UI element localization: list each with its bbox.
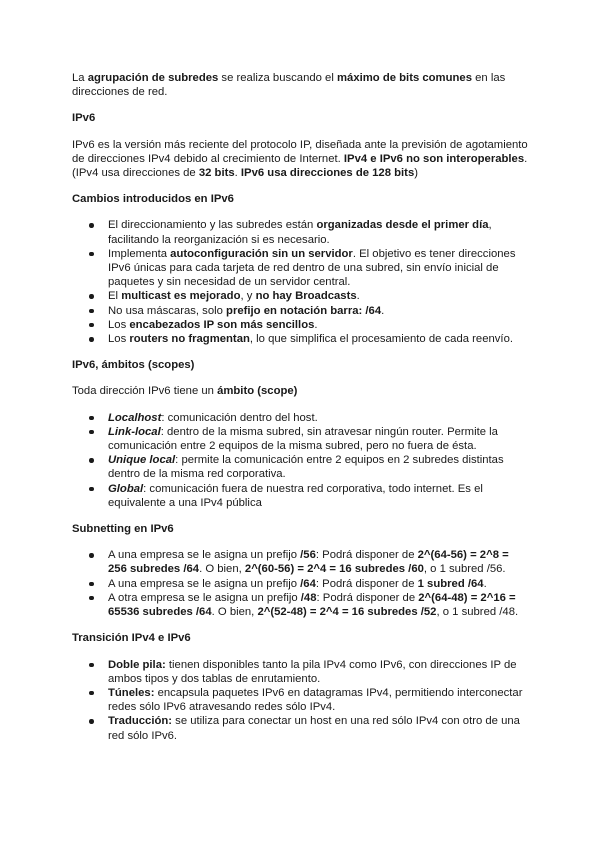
list-item: Doble pila: tienen disponibles tanto la pila IPv4 como IPv6, con direcciones IP de ambos tipos y dos tablas de enrutamiento. <box>72 658 528 686</box>
list-item: No usa máscaras, solo prefijo en notación barra: /64. <box>72 304 528 318</box>
bold-text: IPv6 usa direcciones de 128 bits <box>240 167 415 180</box>
list-item: Túneles: encapsula paquetes IPv6 en datagramas IPv4, permitiendo interconectar redes sólo IPv6 atravesando redes sólo IPv4. <box>72 686 528 714</box>
list-item: Localhost: comunicación dentro del host. <box>72 411 528 425</box>
list-item: Implementa autoconfiguración sin un servidor. El objetivo es tener direcciones IPv6 únicas para cada tarjeta de red dentro de una subred, sin envío inicial de paquetes y sin necesidad de un servidor central. <box>72 247 528 290</box>
list-item: Los encabezados IP son más sencillos. <box>72 318 528 332</box>
list-item: A una empresa se le asigna un prefijo /56: Podrá disponer de 2^(64-56) = 2^8 = 256 subredes /64. O bien, 2^(60-56) = 2^4 = 16 subredes /60, o 1 subred /56. <box>72 548 528 576</box>
text: ) <box>414 167 418 180</box>
list-item: A otra empresa se le asigna un prefijo /48: Podrá disponer de 2^(64-48) = 2^16 = 65536 subredes /64. O bien, 2^(52-48) = 2^4 = 16 subredes /52, o 1 subred /48. <box>72 591 528 619</box>
ipv6-paragraph <box>72 138 528 181</box>
text: . (IPv4 usa direcciones de <box>72 152 528 180</box>
transicion-list <box>72 658 528 743</box>
list-item: A una empresa se le asigna un prefijo /64: Podrá disponer de 1 subred /64. <box>72 577 528 591</box>
text: Toda dirección IPv6 tiene un <box>72 385 218 398</box>
list-item: El multicast es mejorado, y no hay Broadcasts. <box>72 289 528 303</box>
section-heading-subnetting: Subnetting en IPv6 <box>72 523 174 536</box>
bold-text: ámbito (scope) <box>217 385 298 398</box>
ambitos-paragraph <box>72 384 528 398</box>
bold-text: IPv4 e IPv6 no son interoperables <box>343 152 525 165</box>
document-page <box>72 71 528 755</box>
list-item: Unique local: permite la comunicación entre 2 equipos en 2 subredes distintas dentro de la misma red corporativa. <box>72 453 528 481</box>
text: se realiza buscando el <box>218 72 337 84</box>
bold-text: 32 bits <box>198 167 235 180</box>
list-item: Link-local: dentro de la misma subred, sin atravesar ningún router. Permite la comunicación entre 2 equipos de la misma subred, pero no fuera de ésta. <box>72 425 528 453</box>
section-heading-ipv6: IPv6 <box>72 112 96 125</box>
section-heading-transicion: Transición IPv4 e IPv6 <box>72 632 191 645</box>
text: . <box>234 167 241 180</box>
text: IPv6 es la versión más reciente del protocolo IP, diseñada ante la previsión de agotamiento de direcciones IPv4 debido al crecimiento de Internet. <box>72 138 528 165</box>
bold-text: máximo de bits comunes <box>337 72 472 84</box>
list-item: El direccionamiento y las subredes están organizadas desde el primer día, facilitando la reorganización si es necesario. <box>72 218 528 246</box>
section-heading-cambios: Cambios introducidos en IPv6 <box>72 193 234 206</box>
text: en las direcciones de red. <box>72 72 506 99</box>
list-item: Traducción: se utiliza para conectar un host en una red sólo IPv4 con otro de una red sólo IPv6. <box>72 714 528 742</box>
intro-paragraph <box>72 71 528 99</box>
subnetting-list <box>72 548 528 619</box>
text: La <box>72 72 88 84</box>
list-item: Los routers no fragmentan, lo que simplifica el procesamiento de cada reenvío. <box>72 332 528 346</box>
list-item: Global: comunicación fuera de nuestra red corporativa, todo internet. Es el equivalente a una IPv4 pública <box>72 482 528 510</box>
cambios-list <box>72 218 528 346</box>
bold-text: agrupación de subredes <box>87 72 219 84</box>
section-heading-ambitos: IPv6, ámbitos (scopes) <box>72 359 195 372</box>
ambitos-list <box>72 411 528 510</box>
